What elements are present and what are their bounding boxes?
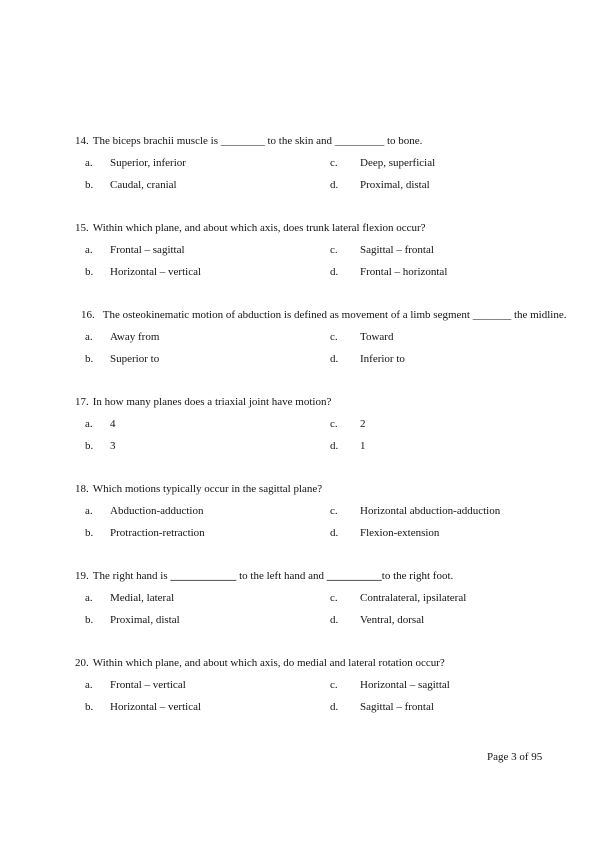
option-letter: a. — [85, 157, 93, 169]
option-label: Away from — [110, 331, 160, 343]
options-grid — [85, 152, 590, 196]
option-label: Ventral, dorsal — [360, 614, 425, 626]
question-block — [75, 217, 590, 283]
option-letter: b. — [85, 266, 94, 278]
question-text-segment: to the left hand and — [236, 570, 327, 582]
question-text-segment: The biceps brachii muscle is ________ to the skin and _________ to bone. — [92, 135, 423, 147]
question-text-segment: to the right foot. — [381, 570, 454, 582]
option-letter: c. — [330, 418, 338, 430]
question-text — [93, 396, 332, 408]
question-number: 19. — [75, 570, 89, 582]
question-text — [93, 483, 322, 495]
question-block — [75, 565, 590, 631]
question-text — [93, 657, 445, 669]
option-label: Deep, superficial — [360, 157, 436, 169]
option-letter: c. — [330, 244, 338, 256]
question-block — [75, 391, 590, 457]
option-label: 2 — [360, 418, 366, 430]
question-line — [75, 217, 590, 239]
question-number: 18. — [75, 483, 89, 495]
question-text-segment: __________ — [326, 570, 382, 582]
option-label: Horizontal – vertical — [110, 701, 202, 713]
option-letter: c. — [330, 157, 338, 169]
question-line — [75, 391, 590, 413]
options-grid — [85, 674, 590, 718]
question-text-segment: In how many planes does a triaxial joint have motion? — [92, 396, 332, 408]
option-label: Frontal – horizontal — [360, 266, 448, 278]
option-label: Sagittal – frontal — [360, 701, 434, 713]
option-letter: c. — [330, 505, 338, 517]
question-line — [75, 565, 590, 587]
option-letter: a. — [85, 592, 93, 604]
question-text-segment: Which motions typically occur in the sagittal plane? — [92, 483, 323, 495]
option-letter: a. — [85, 679, 93, 691]
option-letter: a. — [85, 418, 93, 430]
option-letter: d. — [330, 701, 339, 713]
question-number: 20. — [75, 657, 89, 669]
option-letter: a. — [85, 331, 93, 343]
option-label: Frontal – sagittal — [110, 244, 185, 256]
question-line — [75, 478, 590, 500]
options-grid — [85, 239, 590, 283]
options-grid — [85, 326, 590, 370]
option-letter: b. — [85, 614, 94, 626]
question-block — [75, 130, 590, 196]
option-label: Horizontal – sagittal — [360, 679, 450, 691]
option-letter: b. — [85, 527, 94, 539]
option-label: Toward — [360, 331, 394, 343]
option-label: Protraction-retraction — [110, 527, 205, 539]
option-label: Sagittal – frontal — [360, 244, 434, 256]
question-text — [93, 135, 423, 147]
option-label: Caudal, cranial — [110, 179, 177, 191]
option-label: Superior, inferior — [110, 157, 186, 169]
option-label: Inferior to — [360, 353, 405, 365]
option-label: Medial, lateral — [110, 592, 175, 604]
option-letter: d. — [330, 527, 339, 539]
options-grid — [85, 500, 590, 544]
option-letter: b. — [85, 440, 94, 452]
question-text-segment: The right hand is — [92, 570, 171, 582]
option-letter: b. — [85, 179, 94, 191]
option-letter: b. — [85, 701, 94, 713]
option-letter: d. — [330, 440, 339, 452]
option-label: Abduction-adduction — [110, 505, 204, 517]
option-label: Horizontal abduction-adduction — [360, 505, 501, 517]
option-label: Proximal, distal — [360, 179, 430, 191]
question-number: 17. — [75, 396, 89, 408]
option-label: Superior to — [110, 353, 160, 365]
option-letter: a. — [85, 505, 93, 517]
option-letter: b. — [85, 353, 94, 365]
option-label: 1 — [360, 440, 366, 452]
options-grid — [85, 413, 590, 457]
question-block — [75, 304, 590, 370]
options-grid — [85, 587, 590, 631]
option-letter: a. — [85, 244, 93, 256]
option-letter: d. — [330, 353, 339, 365]
question-number: 16. — [81, 309, 95, 321]
questions-list — [75, 130, 590, 739]
question-block — [75, 652, 590, 718]
option-letter: d. — [330, 179, 339, 191]
option-letter: c. — [330, 331, 338, 343]
option-letter: c. — [330, 592, 338, 604]
option-label: Contralateral, ipsilateral — [360, 592, 467, 604]
option-label: 4 — [110, 418, 116, 430]
question-number: 14. — [75, 135, 89, 147]
question-line — [75, 652, 590, 674]
option-label: Frontal – vertical — [110, 679, 186, 691]
option-letter: d. — [330, 266, 339, 278]
question-block — [75, 478, 590, 544]
option-label: Flexion-extension — [360, 527, 440, 539]
question-text — [93, 222, 426, 234]
option-label: Horizontal – vertical — [110, 266, 202, 278]
question-line — [75, 130, 590, 152]
question-line — [75, 304, 590, 326]
option-label: Proximal, distal — [110, 614, 180, 626]
option-label: 3 — [110, 440, 116, 452]
question-text-segment: Within which plane, and about which axis, does trunk lateral flexion occur? — [92, 222, 426, 234]
question-text-segment: The osteokinematic motion of abduction is defined as movement of a limb segment _______ the midline. — [102, 309, 567, 321]
question-text — [93, 570, 454, 582]
question-text — [103, 309, 567, 321]
question-number: 15. — [75, 222, 89, 234]
option-letter: c. — [330, 679, 338, 691]
question-text-segment: ____________ — [170, 570, 237, 582]
question-text-segment: Within which plane, and about which axis, do medial and lateral rotation occur? — [92, 657, 445, 669]
page-number: Page 3 of 95 — [487, 751, 543, 763]
option-letter: d. — [330, 614, 339, 626]
